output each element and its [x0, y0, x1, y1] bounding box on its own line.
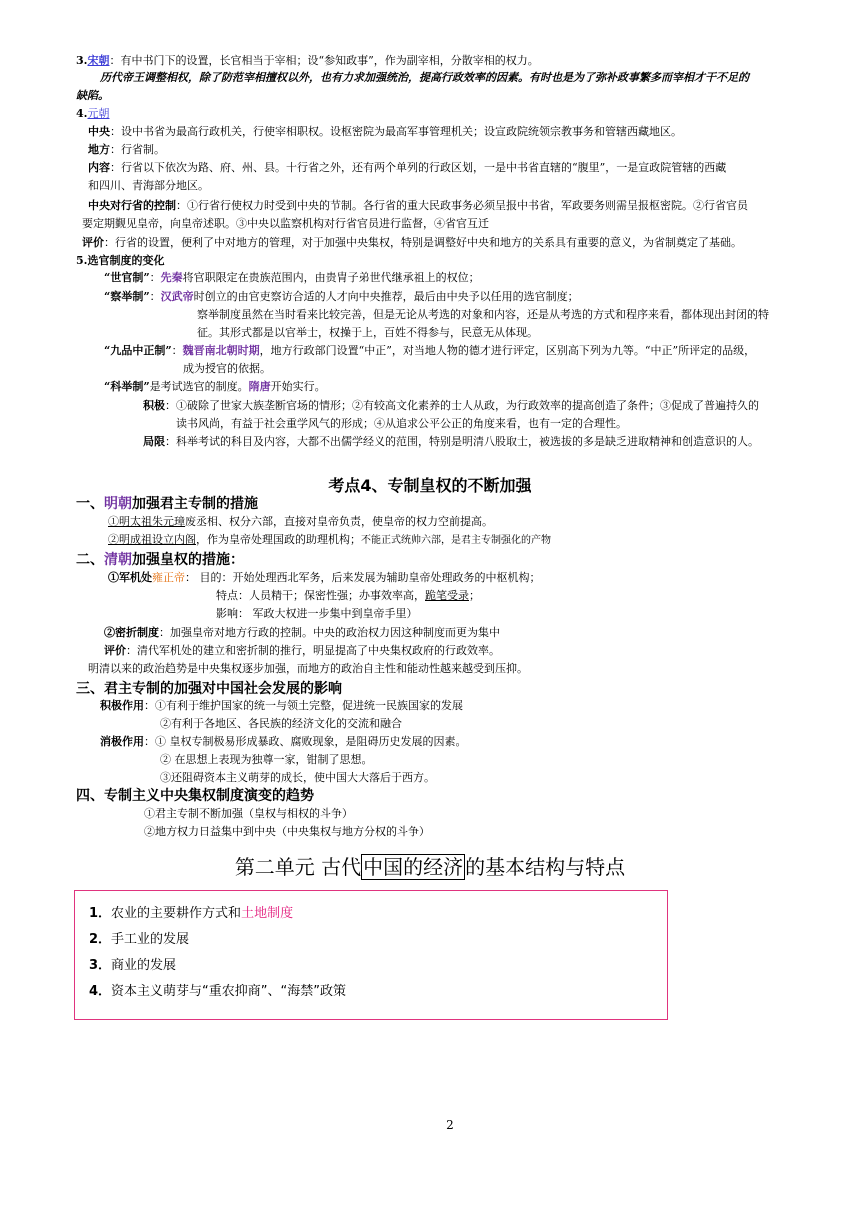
song-line — [76, 53, 539, 69]
keju-jiji-2: 读书风尚，有益于社会重学风气的形成；④从追求公平公正的角度来看，也有一定的合理性。 — [176, 417, 627, 430]
keju-juxian — [143, 434, 759, 450]
outline-item-num: 1． — [89, 906, 112, 921]
section-ming-prefix: 一、 — [76, 496, 104, 512]
chaju-note-1: 察举制度虽然在当时看来比较完善，但是无论从考选的对象和内容，还是从考选的方式和程序来看，都体现出封闭的特 — [197, 308, 769, 321]
yuan-dynasty-link[interactable]: 元朝 — [87, 107, 110, 120]
ming-item-2 — [108, 532, 551, 549]
jiupin-text: ，地方行政部门设置“中正”，对当地人物的德才进行评定，区别高下列为九等。“中正”所评定的品级， — [259, 344, 756, 357]
ming-item-1 — [108, 514, 493, 530]
ming-item-1-u: ①明太祖朱元璋 — [108, 515, 185, 528]
chaju-text: 时创立的由官吏察访合适的人才向中央推荐，最后由中央予以任用的选官制度； — [193, 290, 579, 303]
ming-item-2-note: 不能正式统帅六部，是君主专制强化的产物 — [361, 535, 551, 546]
junjichu-line — [108, 570, 541, 586]
junjichu-purpose: ： 目的：开始处理西北军务，后来发展为辅助皇帝处理政务的中枢机构； — [185, 571, 541, 584]
outline-item-highlight: 土地制度 — [241, 906, 294, 921]
junjichu-feature-b: ； — [469, 589, 480, 602]
section-qing-prefix: 二、 — [76, 552, 104, 568]
yuan-eval — [82, 235, 742, 251]
impact-positive-1 — [100, 698, 463, 714]
impact-negative-label: 消极作用 — [100, 735, 144, 748]
keju-text-b: 开始实行。 — [270, 380, 326, 393]
outline-item — [89, 928, 189, 947]
unit2-outline-box — [74, 890, 668, 1020]
qing-eval — [104, 643, 500, 659]
page-number: 2 — [446, 1118, 454, 1132]
qing-eval-text: ：清代军机处的建立和密折制的推行，明显提高了中央集权政府的行政效率。 — [126, 644, 500, 657]
outline-item — [89, 902, 293, 921]
shiguan-line — [104, 270, 480, 286]
section-ming-dynasty: 明朝 — [104, 496, 132, 512]
jiupin-line — [104, 343, 755, 359]
yuan-control-text-1: ：①行省行使权力时受到中央的节制。各行省的重大民政事务必须呈报中书省，军政要务则需呈报枢密院。②行省官员 — [176, 199, 748, 212]
outline-item — [89, 980, 346, 999]
xuanguan-title: 5.选官制度的变化 — [76, 254, 165, 267]
junjichu-feature-a: 特点：人员精干；保密性强；办事效率高， — [216, 589, 425, 602]
mizhe-line — [104, 625, 500, 641]
keju-juxian-text: ：科举考试的科目及内容，大都不出儒学经义的范围，特别是明清八股取士，被选拔的多是缺乏进取精神和创造意识的人。 — [165, 435, 759, 448]
outline-item-text: 资本主义萌芽与“重农抑商”、“海禁”政策 — [111, 984, 346, 999]
impact-negative-3: ③还阻碍资本主义萌芽的成长，使中国大大落后于西方。 — [160, 771, 435, 784]
chaju-colon: ： — [149, 290, 161, 303]
impact-negative-2: ② 在思想上表现为独尊一家，钳制了思想。 — [160, 753, 373, 766]
yuan-local — [88, 142, 165, 158]
song-note-1: 历代帝王调整相权，除了防范宰相擅权以外，也有力求加强统治，提高行政效率的因素。有时也是为了弥补政事繁多而宰相才干不足的 — [100, 71, 749, 84]
keju-jiji-label: 积极 — [143, 399, 165, 412]
keju-text-a: 是考试选官的制度。 — [149, 380, 249, 393]
keju-jiji-text-1: ：①破除了世家大族垄断官场的情形；②有较高文化素养的士人从政，为行政效率的提高创造了条件；③促成了普遍持久的 — [165, 399, 759, 412]
impact-positive-label: 积极作用 — [100, 699, 144, 712]
yuan-content-text-1: ：行省以下依次为路、府、州、县。十行省之外，还有两个单列的行政区划，一是中书省直辖的“腹里”，一是宣政院管辖的西藏 — [110, 161, 727, 174]
outline-item — [89, 954, 176, 973]
impact-negative-text-1: ：① 皇权专制极易形成暴政、腐败现象，是阻碍历史发展的因素。 — [144, 735, 467, 748]
shiguan-label: “世官制” — [104, 271, 150, 284]
shiguan-colon: ： — [149, 271, 161, 284]
ming-item-2-rest: ，作为皇帝处理国政的助理机构； — [196, 533, 361, 546]
outline-item-text: 商业的发展 — [111, 958, 177, 973]
trend-item-1: ①君主专制不断加强（皇权与相权的斗争） — [144, 807, 353, 820]
kaodian-title: 考点4、专制皇权的不断加强 — [328, 476, 532, 495]
section-qing-dynasty: 清朝 — [104, 552, 132, 568]
yuan-local-text: ：行省制。 — [110, 143, 165, 156]
chaju-line — [104, 289, 579, 305]
song-num: 3. — [76, 54, 88, 67]
junjichu-emperor: 雍正帝 — [152, 571, 185, 584]
section-ming-heading — [76, 494, 258, 514]
unit2-title-a: 第二单元 古代 — [234, 855, 362, 879]
chaju-label: “察举制” — [104, 290, 150, 303]
mizhe-label: ②密折制度 — [104, 626, 159, 639]
outline-item-text: 农业的主要耕作方式和 — [111, 906, 242, 921]
section-trend-heading: 四、专制主义中央集权制度演变的趋势 — [76, 788, 314, 804]
yuan-content-2: 和四川、青海部分地区。 — [88, 179, 209, 192]
unit2-title — [0, 851, 860, 880]
impact-positive-text-1: ：①有利于维护国家的统一与领土完整，促进统一民族国家的发展 — [144, 699, 463, 712]
section-ming-rest: 加强君主专制的措施 — [132, 496, 258, 512]
trend-item-2: ②地方权力日益集中到中央（中央集权与地方分权的斗争） — [144, 825, 430, 838]
chaju-dynasty: 汉武帝 — [160, 290, 194, 303]
yuan-central-text: ：设中书省为最高行政机关，行使宰相职权。设枢密院为最高军事管理机关；设宣政院统领宗教事务和管辖西藏地区。 — [110, 125, 682, 138]
keju-dynasty: 隋唐 — [248, 380, 271, 393]
yuan-eval-text: ：行省的设置，便利了中对地方的管理，对于加强中央集权，特别是调整好中央和地方的关系具有重要的意义，为省制奠定了基础。 — [104, 236, 742, 249]
impact-negative-1 — [100, 734, 467, 750]
song-text: ：有中书门下的设置，长官相当于宰相；设“参知政事”，作为副宰相，分散宰相的权力。 — [109, 54, 539, 67]
jiupin-colon: ： — [171, 344, 183, 357]
shiguan-text: 将官职限定在贵族范围内，由贵胄子弟世代继承祖上的权位； — [182, 271, 480, 284]
trend-text: 明清以来的政治趋势是中央集权逐步加强，而地方的政治自主性和能动性越来越受到压抑。 — [88, 662, 528, 675]
song-note-2: 缺陷。 — [76, 89, 109, 102]
yuan-eval-label: 评价 — [82, 236, 104, 249]
yuan-content-label: 内容 — [88, 161, 110, 174]
yuan-num: 4. — [76, 107, 88, 120]
junjichu-feature-u: 跪笔受录 — [425, 589, 469, 602]
section-qing-heading — [76, 550, 244, 570]
yuan-content-1 — [88, 160, 726, 176]
yuan-control-1 — [88, 198, 748, 214]
keju-jiji-1 — [143, 398, 759, 414]
keju-line — [104, 379, 326, 395]
keju-juxian-label: 局限 — [143, 435, 165, 448]
ming-item-1-rest: 废丞相、权分六部，直接对皇帝负责，使皇帝的权力空前提高。 — [185, 515, 493, 528]
jiupin-text-2: 成为授官的依据。 — [183, 362, 271, 375]
section-impact-heading: 三、君主专制的加强对中国社会发展的影响 — [76, 681, 342, 697]
outline-item-text: 手工业的发展 — [111, 932, 190, 947]
section-qing-rest: 加强皇权的措施： — [132, 552, 244, 568]
ming-item-2-u: ②明成祖设立内阁 — [108, 533, 196, 546]
outline-item-num: 4． — [89, 984, 112, 999]
junjichu-effect: 影响： 军政大权进一步集中到皇帝手里） — [216, 607, 418, 620]
outline-item-num: 3． — [89, 958, 112, 973]
keju-label: “科举制” — [104, 380, 150, 393]
yuan-local-label: 地方 — [88, 143, 110, 156]
shiguan-dynasty: 先秦 — [160, 271, 183, 284]
chaju-note-2: 征。其形式都是以官举士，权操于上，百姓不得参与，民意无从体现。 — [197, 326, 538, 339]
yuan-heading — [76, 106, 109, 122]
junjichu-feature — [216, 588, 480, 604]
jiupin-label: “九品中正制” — [104, 344, 172, 357]
unit2-title-boxed: 中国的经济 — [363, 855, 464, 879]
impact-positive-2: ②有利于各地区、各民族的经济文化的交流和融合 — [160, 717, 402, 730]
jiupin-dynasty: 魏晋南北朝时期 — [182, 344, 260, 357]
qing-eval-label: 评价 — [104, 644, 126, 657]
yuan-control-2: 要定期觐见皇帝，向皇帝述职。③中央以监察机构对行省官员进行监督，④省官互迁 — [82, 217, 489, 230]
mizhe-text: ：加强皇帝对地方行政的控制。中央的政治权力因这种制度而更为集中 — [159, 626, 500, 639]
unit2-title-b: 的基本结构与特点 — [465, 855, 626, 879]
song-dynasty-link[interactable]: 宋朝 — [87, 54, 110, 67]
yuan-central — [88, 124, 682, 140]
junjichu-label: ①军机处 — [108, 571, 152, 584]
outline-item-num: 2． — [89, 932, 112, 947]
yuan-control-label: 中央对行省的控制 — [88, 199, 176, 212]
yuan-central-label: 中央 — [88, 125, 110, 138]
